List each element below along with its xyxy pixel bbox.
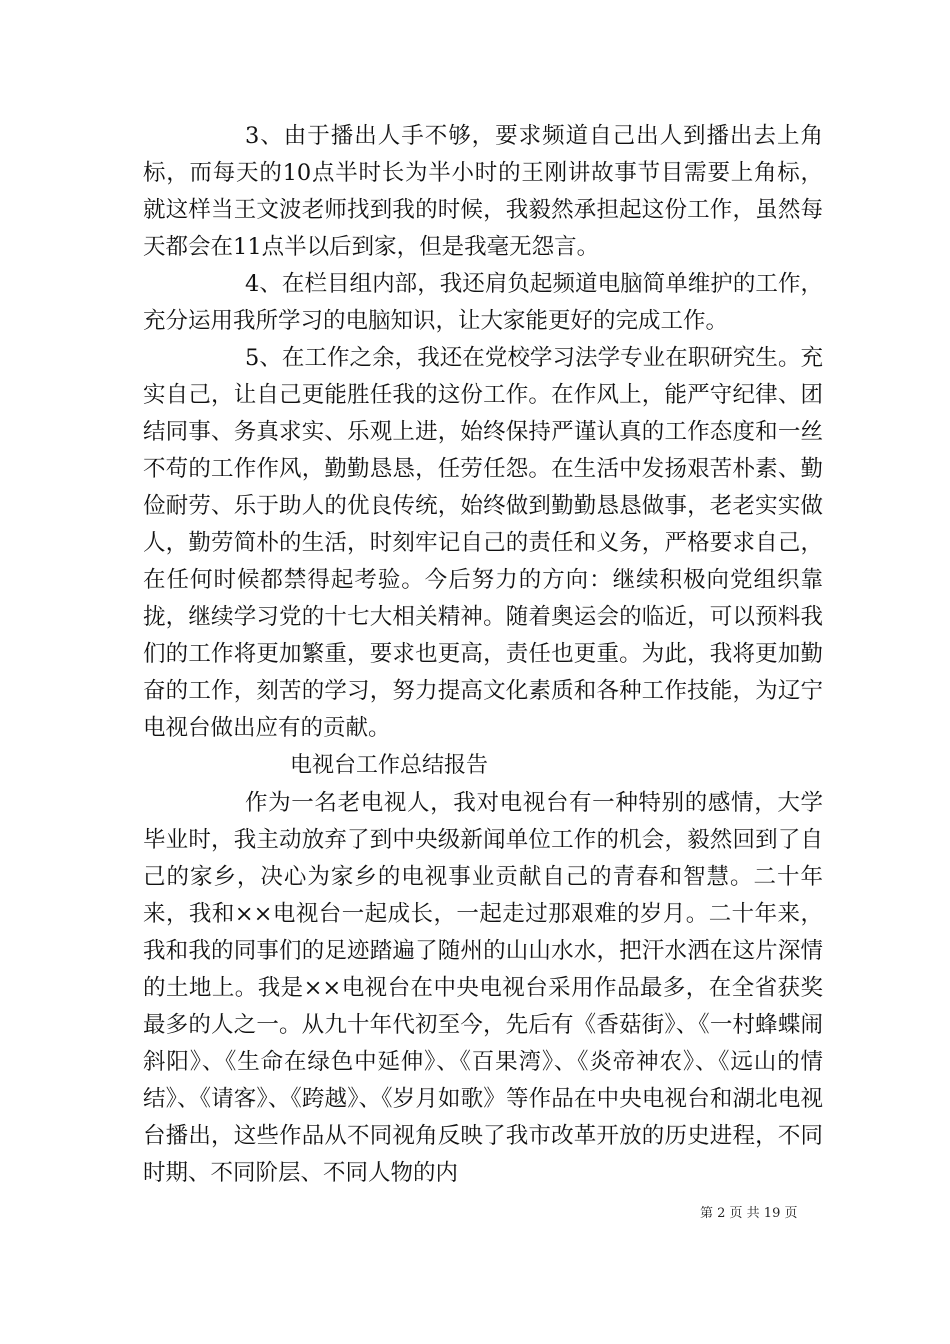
paragraph-report-intro: 作为一名老电视人，我对电视台有一种特别的感情，大学毕业时，我主动放弃了到中央级新闻单位工作的机会，毅然回到了自己的家乡，决心为家乡的电视事业贡献自己的青春和智慧。二十年来，我和××电视台一起成长，一起走过那艰难的岁月。二十年来，我和我的同事们的足迹踏遍了随州的山山水水，把汗水洒在这片深情的土地上。我是××电视台在中央电视台采用作品最多，在全省获奖最多的人之一。从九十年代初至今，先后有《香菇街》、《一村蜂蝶闹斜阳》、《生命在绿色中延伸》、《百果湾》、《炎帝神农》、《远山的情结》、《请客》、《跨越》、《岁月如歌》等作品在中央电视台和湖北电视台播出，这些作品从不同视角反映了我市改革开放的历史进程，不同时期、不同阶层、不同人物的内 bbox=[143, 790, 823, 1186]
paragraph-item-5: 5、在工作之余，我还在党校学习法学专业在职研究生。充实自己，让自己更能胜任我的这份工作。在作风上，能严守纪律、团结同事、务真求实、乐观上进，始终保持严谨认真的工作态度和一丝不苟的工作作风，勤勤恳恳，任劳任怨。在生活中发扬艰苦朴素、勤俭耐劳、乐于助人的优良传统，始终做到勤勤恳恳做事，老老实实做人，勤劳简朴的生活，时刻牢记自己的责任和义务，严格要求自己，在任何时候都禁得起考验。今后努力的方向：继续积极向党组织靠拢，继续学习党的十七大相关精神。随着奥运会的临近，可以预料我们的工作将更加繁重，要求也更高，责任也更重。为此，我将更加勤奋的工作，刻苦的学习，努力提高文化素质和各种工作技能，为辽宁电视台做出应有的贡献。 bbox=[143, 345, 823, 741]
paragraph-item-4: 4、在栏目组内部，我还肩负起频道电脑简单维护的工作，充分运用我所学习的电脑知识，让大家能更好的完成工作。 bbox=[143, 271, 823, 334]
document-body bbox=[143, 118, 823, 1192]
page-number-footer: 第 2 页 共 19 页 bbox=[700, 1206, 798, 1221]
paragraph-item-3: 3、由于播出人手不够，要求频道自己出人到播出去上角标，而每天的10点半时长为半小时的王刚讲故事节目需要上角标，就这样当王文波老师找到我的时候，我毅然承担起这份工作，虽然每天都会在11点半以后到家，但是我毫无怨言。 bbox=[143, 123, 823, 260]
section-heading: 电视台工作总结报告 bbox=[290, 753, 489, 778]
